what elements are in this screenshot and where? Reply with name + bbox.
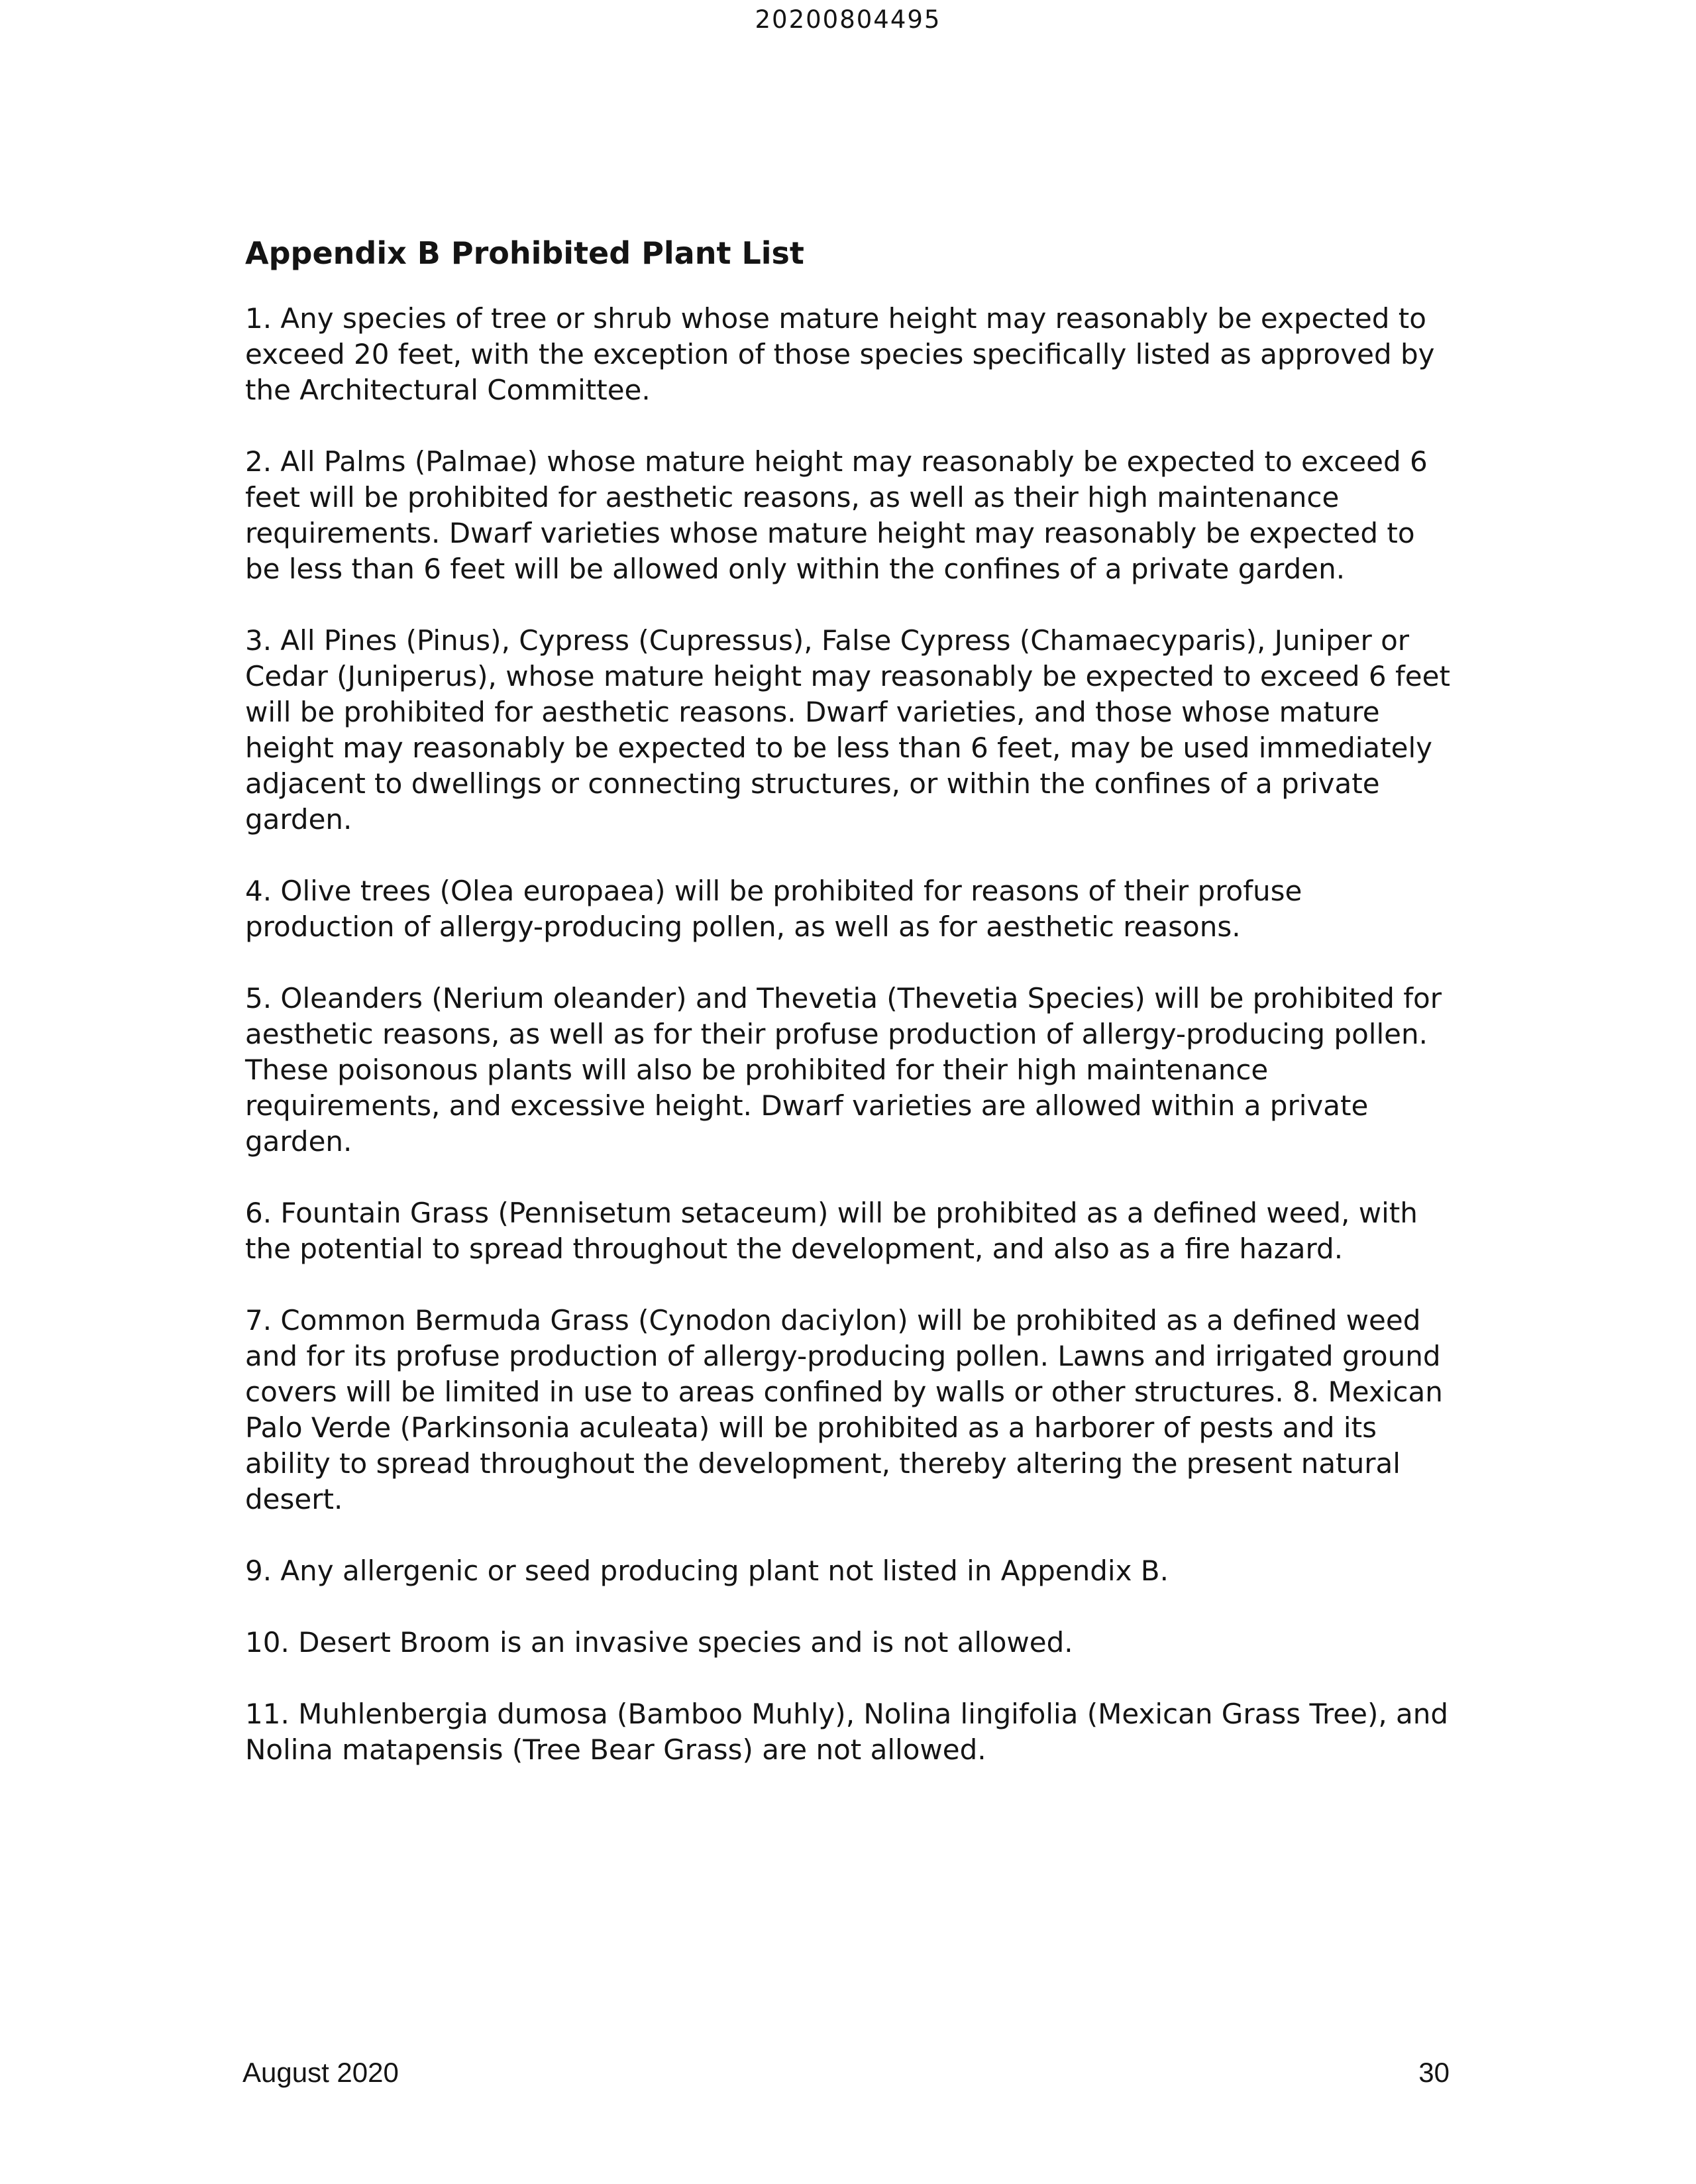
list-item: 7. Common Bermuda Grass (Cynodon daciylon) will be prohibited as a defined weed and for its profuse production of allergy-producing pollen. Lawns and irrigated ground covers will be limited in use to areas confined by walls or other structures. 8. Mexican Palo Verde (Parkinsonia aculeata) will be prohibited as a harborer of pests and its ability to spread throughout the development, thereby altering the present natural desert. (245, 1304, 1443, 1515)
list-item: 2. All Palms (Palmae) whose mature height may reasonably be expected to exceed 6 feet will be prohibited for aesthetic reasons, as well as their high maintenance requirements. Dwarf varieties whose mature height may reasonably be expected to be less than 6 feet will be allowed only within the confines of a private garden. (245, 445, 1428, 585)
page-content (245, 232, 1458, 1804)
footer-date: August 2020 (242, 2057, 399, 2088)
page-title: Appendix B Prohibited Plant List (245, 235, 804, 271)
document-number: 20200804495 (755, 5, 941, 34)
list-item: 1. Any species of tree or shrub whose mature height may reasonably be expected to exceed 20 feet, with the exception of those species specifically listed as approved by the Architectural Committee. (245, 302, 1435, 406)
list-item: 11. Muhlenbergia dumosa (Bamboo Muhly), Nolina lingifolia (Mexican Grass Tree), and Nolina matapensis (Tree Bear Grass) are not allowed. (245, 1698, 1449, 1766)
list-item: 4. Olive trees (Olea europaea) will be prohibited for reasons of their profuse production of allergy-producing pollen, as well as for aesthetic reasons. (245, 875, 1302, 943)
page-number: 30 (1418, 2057, 1450, 2088)
list-item: 10. Desert Broom is an invasive species and is not allowed. (245, 1626, 1073, 1659)
list-item: 9. Any allergenic or seed producing plant not listed in Appendix B. (245, 1555, 1169, 1587)
list-item: 6. Fountain Grass (Pennisetum setaceum) will be prohibited as a defined weed, with the potential to spread throughout the development, and also as a fire hazard. (245, 1197, 1418, 1265)
list-item: 5. Oleanders (Nerium oleander) and Thevetia (Thevetia Species) will be prohibited for aesthetic reasons, as well as for their profuse production of allergy-producing pollen. These poisonous plants will also be prohibited for their high maintenance requirements, and excessive height. Dwarf varieties are allowed within a private garden. (245, 982, 1442, 1158)
list-item: 3. All Pines (Pinus), Cypress (Cupressus), False Cypress (Chamaecyparis), Juniper or Cedar (Juniperus), whose mature height may reasonably be expected to exceed 6 feet will be prohibited for aesthetic reasons. Dwarf varieties, and those whose mature height may reasonably be expected to be less than 6 feet, may be used immediately adjacent to dwellings or connecting structures, or within the confines of a private garden. (245, 624, 1450, 836)
